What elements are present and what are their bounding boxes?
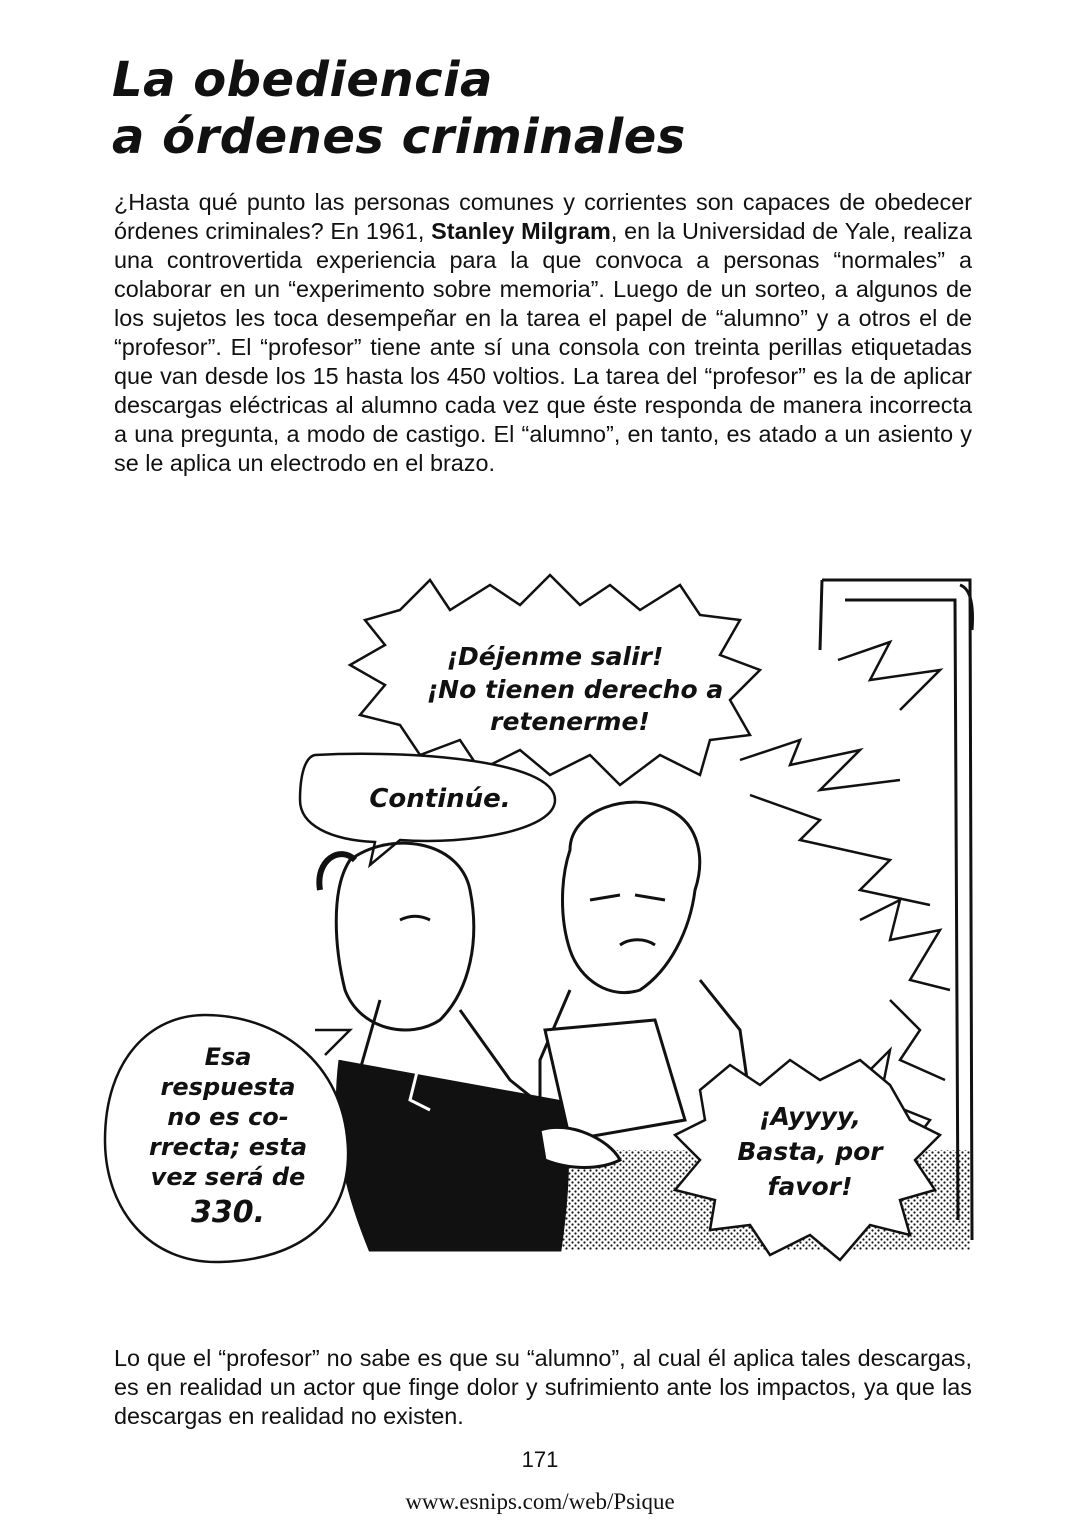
scream-line-3: retenerme!: [490, 707, 650, 736]
pain-line-3: favor!: [767, 1172, 853, 1201]
comic-canvas: [100, 560, 980, 1330]
page-title-line-2: a órdenes criminales: [112, 109, 686, 165]
intro-paragraph: [114, 188, 972, 478]
wrong-line-2: respuesta: [160, 1073, 296, 1101]
wrong-line-3: no es co-: [167, 1103, 289, 1131]
conclusion-paragraph: Lo que el “profesor” no sabe es que su “alumno”, al cual él aplica tales descargas, es en realidad un actor que finge dolor y sufrimiento ante los impactos, ya que las descargas en realidad no existen.: [114, 1345, 972, 1429]
wrong-line-4: rrecta; esta: [148, 1133, 308, 1161]
page-title-line-1: La obediencia: [112, 52, 493, 108]
page-title: [112, 52, 972, 166]
wrong-line-1: Esa: [204, 1043, 252, 1071]
page-number: 171: [521, 1447, 559, 1472]
intro-text-start: ¿Hasta qué punto las personas comunes y corrientes son capaces de obedecer órdenes criminales? En 1961,: [114, 189, 972, 244]
wrong-line-6: 330.: [190, 1195, 266, 1230]
comic-illustration: [100, 560, 980, 1330]
wrong-line-5: vez será de: [150, 1163, 306, 1191]
footer-url: www.esnips.com/web/Psique: [405, 1489, 675, 1514]
author-name: Stanley Milgram: [431, 218, 611, 244]
scream-line-2: ¡No tienen derecho a: [426, 675, 724, 704]
pain-line-1: ¡Ayyyy,: [759, 1102, 861, 1131]
pain-line-2: Basta, por: [737, 1137, 883, 1166]
scream-line-1: ¡Déjenme salir!: [446, 642, 664, 671]
continue-text: Continúe.: [369, 784, 511, 814]
intro-text-end: , en la Universidad de Yale, realiza una controvertida experiencia para la que convoca a personas “normales” a colaborar en un “experimento sobre memoria”. Luego de un sorteo, a algunos de los sujetos les toca desempeñar en la tarea el papel de “alumno” y a otros el de “profesor”. El “profesor” tiene ante sí una consola con treinta perillas etiquetadas que van desde los 15 hasta los 450 voltios. La tarea del “profesor” es la de aplicar descargas eléctricas al alumno cada vez que éste responda de manera incorrecta a una pregunta, a modo de castigo. El “alumno”, en tanto, es atado a un asiento y se le aplica un electrodo en el brazo.: [114, 218, 972, 476]
